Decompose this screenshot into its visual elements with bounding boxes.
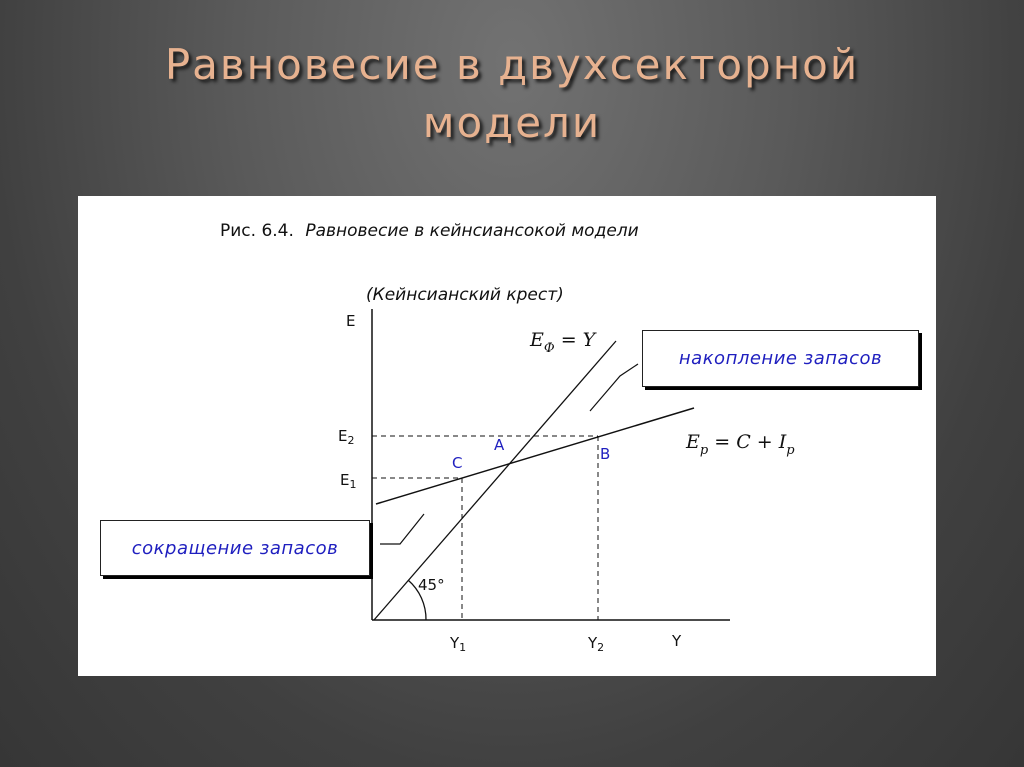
tick-label-e1: $E_1$ — [340, 471, 357, 491]
figure-caption — [220, 221, 639, 241]
tick-label-y1: $Y_1$ — [450, 634, 467, 654]
slide-title — [0, 36, 1024, 152]
tick-label-y2: $Y_2$ — [588, 634, 605, 654]
point-label-c: C — [452, 454, 463, 472]
point-label-a: A — [494, 436, 505, 454]
callout-inventory-reduction-text: сокращение запасов — [131, 537, 339, 559]
callout-inventory-reduction — [100, 520, 370, 576]
accumulation-pointer — [590, 364, 638, 411]
planned-expenditure-line — [376, 408, 694, 504]
figure-caption-text: Равновесие в кейнсиансокой модели — [305, 221, 639, 241]
y-axis-label: E — [346, 312, 356, 330]
slide-title-line-1: Равновесие в двухсекторной — [164, 40, 860, 89]
reduction-pointer — [380, 514, 424, 544]
figure-caption-prefix: Рис. 6.4. — [220, 221, 294, 241]
line-45-equation: $E_Ф = Y$ — [530, 329, 596, 356]
tick-label-e2: $E_2$ — [338, 427, 355, 447]
point-label-b: B — [600, 445, 611, 463]
keynesian-cross-diagram — [78, 196, 936, 676]
planned-expenditure-equation: $E_p = C + I_p$ — [686, 431, 795, 458]
slide-title-line-2: модели — [422, 98, 602, 147]
line-45-degree — [374, 341, 616, 620]
figure-subtitle: (Кейнсианский крест) — [366, 285, 564, 305]
x-axis-label: Y — [672, 632, 682, 650]
angle-label: 45° — [418, 576, 445, 594]
callout-inventory-accumulation-text: накопление запасов — [678, 348, 883, 369]
keynesian-cross-figure — [78, 196, 936, 676]
callout-inventory-accumulation — [642, 330, 919, 387]
